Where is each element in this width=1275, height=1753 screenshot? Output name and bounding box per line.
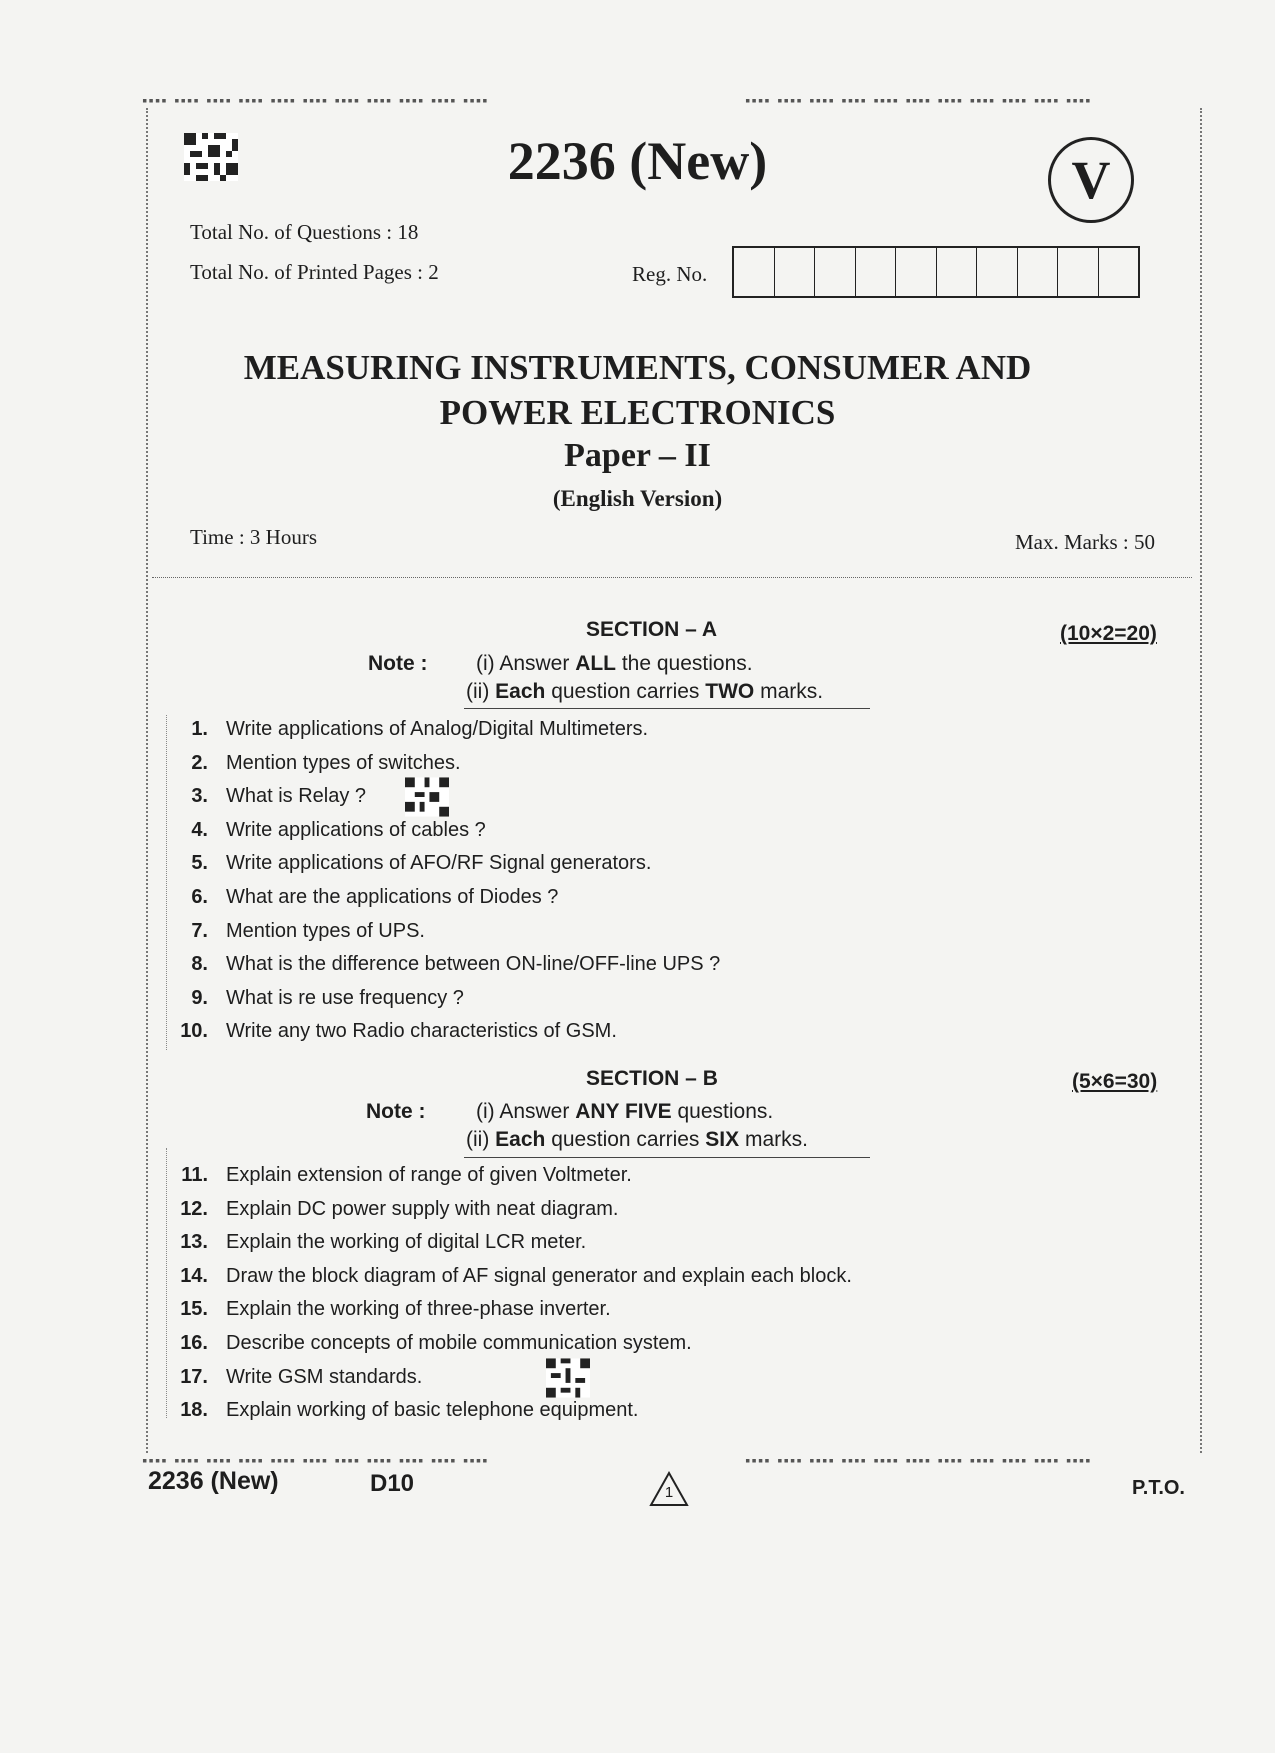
question-number: 11. [181, 1164, 208, 1186]
question-number: 12. [180, 1197, 208, 1220]
total-questions: Total No. of Questions : 18 [190, 220, 419, 244]
section-b-note-underline [464, 1157, 870, 1158]
question-number: 2. [191, 751, 208, 774]
max-marks-label: Max. Marks : 50 [1015, 530, 1155, 554]
question-text: Write GSM standards. [226, 1365, 423, 1388]
question-text: Write applications of cables ? [226, 818, 486, 841]
paper-number: Paper – II [564, 437, 711, 474]
section-a-note-2: (ii) Each question carries TWO marks. [466, 680, 824, 703]
question-text: Write applications of AFO/RF Signal generators. [226, 852, 652, 875]
subject-line-1: MEASURING INSTRUMENTS, CONSUMER AND [243, 348, 1032, 387]
version-mark-circle [1048, 137, 1134, 223]
question-text: Explain working of basic telephone equipment. [226, 1399, 639, 1422]
qr-code-icon [405, 776, 449, 818]
question-text: Describe concepts of mobile communication system. [226, 1332, 692, 1354]
section-b-note-2: (ii) Each question carries SIX marks. [466, 1128, 808, 1151]
section-b-title: SECTION – B [586, 1067, 718, 1090]
section-b-note-1: (i) Answer ANY FIVE questions. [476, 1100, 774, 1123]
question-number: 5. [191, 852, 208, 875]
english-version: (English Version) [552, 486, 723, 511]
time-label: Time : 3 Hours [190, 525, 317, 549]
page-number-triangle-icon [648, 1470, 690, 1508]
question-number: 3. [191, 785, 208, 808]
question-number: 16. [180, 1332, 208, 1354]
question-number: 18. [180, 1399, 208, 1422]
question-text: What is Relay ? [226, 785, 367, 808]
version-mark: V [1071, 150, 1111, 210]
question-number: 7. [191, 919, 208, 942]
question-text: Explain the working of digital LCR meter. [226, 1231, 587, 1254]
question-number: 6. [191, 886, 208, 908]
question-number: 4. [191, 818, 208, 841]
question-text: Mention types of switches. [226, 751, 461, 774]
bottom-border-left: ▪▪▪▪ ▪▪▪▪ ▪▪▪▪ ▪▪▪▪ ▪▪▪▪ ▪▪▪▪ ▪▪▪▪ ▪▪▪▪ ▪▪▪▪ ▪▪▪▪ ▪▪▪▪ [142, 1456, 489, 1466]
top-border-right: ▪▪▪▪ ▪▪▪▪ ▪▪▪▪ ▪▪▪▪ ▪▪▪▪ ▪▪▪▪ ▪▪▪▪ ▪▪▪▪ ▪▪▪▪ ▪▪▪▪ ▪▪▪▪ [745, 96, 1092, 106]
question-text: Explain the working of three-phase inverter. [226, 1298, 611, 1321]
question-number: 10. [180, 1020, 208, 1043]
question-text: Write any two Radio characteristics of GSM. [226, 1020, 617, 1043]
footer-code: 2236 (New) [148, 1467, 279, 1495]
reg-no-label: Reg. No. [632, 262, 708, 286]
section-a-note-1: (i) Answer ALL the questions. [476, 652, 753, 675]
question-text: Write applications of Analog/Digital Multimeters. [226, 718, 649, 740]
reg-no-boxes[interactable] [732, 246, 1140, 298]
total-pages: Total No. of Printed Pages : 2 [190, 260, 439, 284]
question-number: 9. [191, 986, 208, 1009]
paper-code-title: 2236 (New) [507, 131, 768, 191]
question-text: Explain DC power supply with neat diagram. [226, 1197, 619, 1220]
question-number: 8. [191, 953, 208, 976]
section-b-marks: (5×6=30) [1072, 1070, 1158, 1093]
question-number: 15. [180, 1298, 208, 1321]
section-a-note-label: Note : [368, 652, 428, 675]
left-border [146, 108, 148, 1453]
section-a-note-underline [464, 708, 870, 709]
qr-code-icon [546, 1357, 590, 1399]
question-text: What is the difference between ON-line/OFF-line UPS ? [226, 953, 721, 976]
pto-label: P.T.O. [1132, 1477, 1185, 1499]
page-number: 1 [664, 1484, 674, 1501]
question-text: What is re use frequency ? [226, 986, 464, 1009]
question-number: 14. [180, 1264, 208, 1287]
question-text: Draw the block diagram of AF signal generator and explain each block. [226, 1264, 852, 1287]
question-number: 17. [180, 1365, 208, 1388]
header-divider [152, 577, 1192, 578]
subject-line-2: POWER ELECTRONICS [439, 393, 836, 432]
question-number: 1. [191, 718, 208, 740]
section-a-marks: (10×2=20) [1060, 622, 1157, 645]
bottom-border-right: ▪▪▪▪ ▪▪▪▪ ▪▪▪▪ ▪▪▪▪ ▪▪▪▪ ▪▪▪▪ ▪▪▪▪ ▪▪▪▪ ▪▪▪▪ ▪▪▪▪ ▪▪▪▪ [745, 1456, 1092, 1466]
top-border-left: ▪▪▪▪ ▪▪▪▪ ▪▪▪▪ ▪▪▪▪ ▪▪▪▪ ▪▪▪▪ ▪▪▪▪ ▪▪▪▪ ▪▪▪▪ ▪▪▪▪ ▪▪▪▪ [142, 96, 489, 106]
right-border [1200, 108, 1202, 1453]
question-text: Mention types of UPS. [226, 919, 425, 942]
question-number: 13. [180, 1231, 208, 1254]
question-text: Explain extension of range of given Voltmeter. [226, 1164, 632, 1186]
question-text: What are the applications of Diodes ? [226, 886, 559, 908]
section-a-title: SECTION – A [586, 618, 718, 641]
footer-series: D10 [370, 1470, 415, 1497]
section-b-note-label: Note : [366, 1100, 426, 1123]
